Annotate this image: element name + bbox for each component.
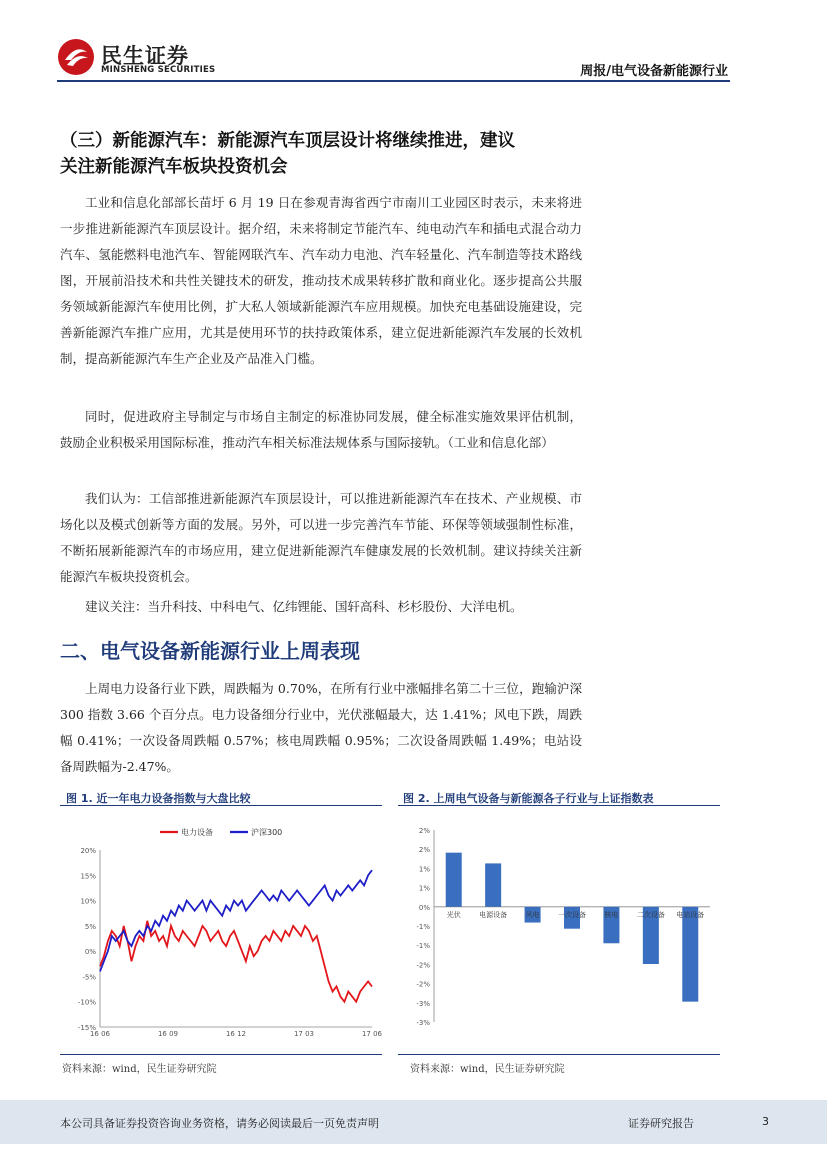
figure2-source: 资料来源：wind，民生证券研究院 bbox=[410, 1064, 565, 1075]
footer-report-label: 证券研究报告 bbox=[628, 1117, 694, 1130]
legend-label: 沪深300 bbox=[251, 828, 283, 837]
paragraph: 上周电力设备行业下跌，周跌幅为 0.70%，在所有行业中涨幅排名第二十三位，跑输沪深 300 指数 3.66 个百分点。电力设备细分行业中，光伏涨幅最大，达 1.41%；风电下跌，周跌幅 0.41%；一次设备周跌幅 0.57%；核电周跌幅 0.95%；二次设备周跌幅 1.49%；电站设备周跌幅为-2.47%。 bbox=[60, 681, 582, 774]
y-tick-label: -3% bbox=[416, 999, 430, 1008]
y-tick-label: -5% bbox=[82, 973, 96, 982]
figure2-source-rule bbox=[398, 1054, 720, 1055]
category-label: 一次设备 bbox=[558, 910, 586, 919]
logo-text-cn: 民生证券 bbox=[101, 44, 189, 68]
category-label: 电站设备 bbox=[676, 910, 705, 919]
figure1-source-rule bbox=[60, 1054, 382, 1055]
paragraph: 建议关注：当升科技、中科电气、亿纬锂能、国轩高科、杉杉股份、大洋电机。 bbox=[85, 599, 523, 614]
x-tick-label: 16 06 bbox=[89, 1030, 111, 1038]
y-tick-label: 2% bbox=[418, 846, 430, 855]
figure2-rule bbox=[398, 805, 720, 806]
y-tick-label: 1% bbox=[418, 884, 430, 893]
y-tick-label: 5% bbox=[84, 922, 96, 931]
paragraph: 同时，促进政府主导制定与市场自主制定的标准协同发展，健全标准实施效果评估机制，鼓励企业积极采用国际标准，推动汽车相关标准法规体系与国际接轨。（工业和信息化部） bbox=[60, 409, 582, 450]
section-title-performance: 二、电气设备新能源行业上周表现 bbox=[60, 639, 360, 663]
line-chart-index-comparison bbox=[60, 812, 383, 1050]
y-tick-label: 1% bbox=[418, 865, 430, 874]
page-number: 3 bbox=[762, 1115, 769, 1128]
y-tick-label: 15% bbox=[80, 872, 96, 881]
bar bbox=[446, 853, 462, 907]
category-label: 风电 bbox=[525, 910, 540, 919]
figure1-source: 资料来源：wind，民生证券研究院 bbox=[62, 1064, 217, 1075]
y-tick-label: -1% bbox=[416, 923, 430, 931]
legend-label: 电力设备 bbox=[181, 828, 213, 837]
category-label: 光伏 bbox=[446, 910, 461, 919]
y-tick-label: 0% bbox=[418, 903, 430, 912]
minsheng-logo-icon bbox=[57, 38, 95, 76]
section-title-line: 关注新能源汽车板块投资机会 bbox=[60, 157, 288, 177]
logo-text-en: MINSHENG SECURITIES bbox=[101, 65, 216, 75]
header-divider bbox=[57, 80, 730, 82]
y-tick-label: 10% bbox=[80, 897, 96, 906]
footer-disclaimer: 本公司具备证券投资咨询业务资格，请务必阅读最后一页免责声明 bbox=[60, 1117, 379, 1130]
section-title-line: （三）新能源汽车：新能源汽车顶层设计将继续推进，建议 bbox=[60, 131, 515, 151]
y-tick-label: -10% bbox=[77, 998, 96, 1007]
x-tick-label: 17 03 bbox=[293, 1030, 315, 1038]
category-label: 二次设备 bbox=[636, 910, 665, 919]
y-tick-label: -3% bbox=[416, 1019, 430, 1027]
y-tick-label: 0% bbox=[84, 948, 96, 957]
company-logo bbox=[57, 38, 217, 78]
category-label: 电源设备 bbox=[479, 910, 508, 919]
bar-chart-subsector-returns bbox=[398, 812, 718, 1050]
figure1-caption: 图 1. 近一年电力设备指数与大盘比较 bbox=[66, 792, 251, 805]
figure2-caption: 图 2. 上周电气设备与新能源各子行业与上证指数表 bbox=[403, 792, 654, 805]
x-tick-label: 17 06 bbox=[361, 1030, 383, 1038]
paragraph: 工业和信息化部部长苗圩 6 月 19 日在参观青海省西宁市南川工业园区时表示，未来将进一步推进新能源汽车顶层设计。据介绍，未来将制定节能汽车、纯电动汽车和插电式混合动力汽车、氢能燃料电池汽车、智能网联汽车、汽车动力电池、汽车轻量化、汽车制造等技术路线图，开展前沿技术和共性关键技术的研发，推动技术成果转移扩散和商业化。逐步提高公共服务领域新能源汽车使用比例，扩大私人领域新能源汽车应用规模。加快充电基础设施建设，完善新能源汽车推广应用，尤其是使用环节的扶持政策体系，建立促进新能源汽车发展的长效机制，提高新能源汽车生产企业及产品准入门槛。 bbox=[60, 195, 582, 366]
y-tick-label: 2% bbox=[418, 827, 430, 835]
x-tick-label: 16 09 bbox=[157, 1030, 179, 1038]
bar bbox=[682, 907, 698, 1002]
series-line-1 bbox=[100, 870, 372, 971]
y-tick-label: -15% bbox=[77, 1024, 96, 1032]
y-tick-label: -1% bbox=[416, 942, 430, 951]
category-label: 核电 bbox=[604, 910, 619, 919]
y-tick-label: -2% bbox=[416, 961, 430, 970]
y-tick-label: -2% bbox=[416, 980, 430, 989]
report-type: 周报/电气设备新能源行业 bbox=[580, 64, 728, 79]
paragraph: 我们认为：工信部推进新能源汽车顶层设计，可以推进新能源汽车在技术、产业规模、市场化以及模式创新等方面的发展。另外，可以进一步完善汽车节能、环保等领域强制性标准，不断拓展新能源汽车的市场应用，建立促进新能源汽车健康发展的长效机制。建议持续关注新能源汽车板块投资机会。 bbox=[60, 491, 582, 584]
y-tick-label: 20% bbox=[80, 847, 96, 855]
x-tick-label: 16 12 bbox=[225, 1030, 247, 1038]
figure1-rule bbox=[60, 805, 382, 806]
section-title-ev bbox=[60, 128, 590, 180]
bar bbox=[485, 863, 501, 906]
